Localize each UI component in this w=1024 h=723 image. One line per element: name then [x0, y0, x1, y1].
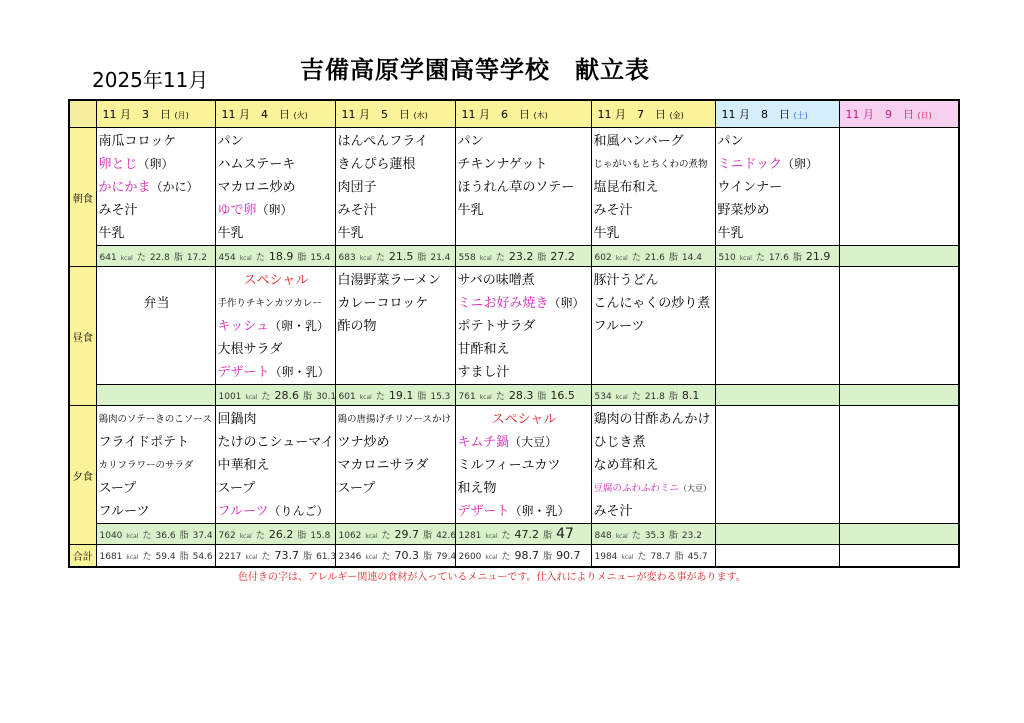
dinner-row: [69, 406, 959, 524]
kcal-value: 641: [99, 252, 117, 263]
fat-unit: 脂: [668, 530, 678, 541]
menu-item: じゃがいもとちくわの煮物: [593, 159, 708, 170]
menu-item: みそ汁: [593, 504, 633, 519]
kcal-value: 454: [218, 252, 236, 263]
fat-value: 17.2: [186, 252, 207, 263]
day-label: 11 月 9 日: [845, 108, 914, 121]
fat-value: 23.2: [681, 530, 702, 541]
menu-item: はんぺんフライ: [337, 134, 428, 149]
fat-unit: 脂: [423, 552, 433, 562]
menu-item: 鶏の唐揚げチリソースかけ: [337, 414, 452, 425]
special-label: スペシャル: [491, 412, 557, 427]
fat-unit: 脂: [417, 391, 427, 402]
fat-unit: 脂: [668, 391, 678, 402]
menu-item: 肉団子: [337, 180, 377, 195]
allergen-tag: （卵）: [137, 157, 174, 171]
kcal-value: 510: [718, 252, 736, 263]
kcal-value: 2217: [218, 552, 242, 562]
menu-item: パン: [717, 134, 744, 149]
nutrition-cell: [591, 385, 715, 406]
nutrition-cell-empty: [715, 385, 839, 406]
total-cell-empty: [715, 545, 839, 568]
fat-unit: 脂: [179, 530, 189, 541]
nutrition-cell: [715, 246, 839, 267]
protein-unit: た: [255, 530, 265, 541]
fat-value: 27.2: [550, 249, 575, 263]
menu-item: みそ汁: [337, 203, 377, 218]
day-header-saturday: [715, 100, 839, 128]
protein-value: 23.2: [508, 249, 534, 263]
kcal-unit: kcal: [615, 254, 628, 262]
fat-unit: 脂: [297, 252, 307, 263]
nutrition-cell: [455, 385, 591, 406]
menu-cell: [591, 267, 715, 385]
fat-unit: 脂: [792, 252, 802, 263]
menu-item: たけのこシューマイ: [217, 435, 334, 450]
total-cell: [335, 545, 455, 568]
menu-item: ウインナー: [717, 180, 783, 195]
menu-item: フルーツ: [98, 504, 150, 519]
kcal-value: 848: [594, 530, 612, 541]
allergen-tag: （卵）: [548, 296, 585, 310]
kcal-value: 1062: [338, 530, 362, 541]
weekday-label: (土): [793, 111, 808, 120]
fat-value: 45.7: [687, 552, 708, 562]
menu-item: スープ: [98, 481, 137, 496]
fat-value: 21.4: [430, 252, 451, 263]
special-label: スペシャル: [243, 273, 309, 288]
kcal-unit: kcal: [120, 254, 133, 262]
kcal-unit: kcal: [479, 254, 492, 262]
menu-cell: [215, 128, 335, 246]
menu-cell: [335, 406, 455, 524]
day-label: 11 月 5 日: [341, 108, 410, 121]
menu-item: 牛乳: [217, 226, 244, 241]
day-label: 11 月 6 日: [461, 108, 530, 121]
menu-item: [718, 153, 839, 176]
protein-unit: た: [136, 252, 146, 263]
kcal-unit: kcal: [359, 254, 372, 262]
nutrition-cell: [335, 385, 455, 406]
nutrition-cell: [96, 524, 215, 545]
menu-item: [458, 500, 591, 523]
menu-cell-empty: [839, 267, 959, 385]
kcal-value: 1281: [458, 531, 482, 541]
protein-unit: た: [261, 552, 271, 562]
protein-value: 19.1: [388, 388, 414, 402]
weekday-label: (月): [174, 111, 189, 120]
protein-unit: た: [381, 530, 391, 541]
protein-value: 29.7: [394, 527, 420, 541]
nutrition-cell-empty: [96, 385, 215, 406]
day-header: [215, 100, 335, 128]
protein-value: 28.3: [508, 388, 534, 402]
menu-item: [99, 153, 215, 176]
menu-cell: [455, 128, 591, 246]
protein-value: 17.6: [768, 252, 789, 263]
menu-item: きんぴら蓮根: [337, 157, 416, 172]
allergen-item: ミニドック: [717, 157, 782, 172]
menu-item: ハムステーキ: [217, 157, 296, 172]
kcal-unit: kcal: [126, 532, 139, 540]
kcal-unit: kcal: [126, 554, 139, 561]
menu-item: [458, 292, 591, 315]
allergen-tag: （卵・乳）: [269, 365, 330, 379]
nutrition-cell-empty: [839, 246, 959, 267]
nutrition-cell-empty: [839, 524, 959, 545]
protein-unit: た: [142, 530, 152, 541]
nutrition-cell-empty: [715, 524, 839, 545]
fat-unit: 脂: [179, 552, 189, 562]
day-label: 11 月 4 日: [221, 108, 290, 121]
menu-item: フルーツ: [593, 319, 645, 334]
fat-unit: 脂: [537, 391, 547, 402]
weekday-label: (日): [917, 111, 932, 120]
allergen-item: デザート: [217, 365, 270, 380]
allergen-item: ミニお好み焼き: [457, 296, 549, 311]
day-header: [591, 100, 715, 128]
menu-item: [99, 176, 215, 199]
kcal-value: 1040: [99, 530, 123, 541]
kcal-value: 1001: [218, 391, 242, 402]
menu-item: 牛乳: [457, 203, 484, 218]
breakfast-nutrition-row: [69, 246, 959, 267]
protein-value: 36.6: [155, 530, 176, 541]
fat-value: 37.4: [192, 530, 213, 541]
menu-cell: [715, 128, 839, 246]
allergen-item: ゆで卵: [217, 203, 257, 218]
kcal-value: 558: [458, 252, 476, 263]
kcal-value: 601: [338, 391, 356, 402]
total-cell-empty: [839, 545, 959, 568]
kcal-unit: kcal: [239, 532, 252, 540]
menu-item: スープ: [217, 481, 256, 496]
menu-item: こんにゃくの炒り煮: [593, 296, 711, 311]
fat-value: 15.3: [430, 391, 451, 402]
protein-unit: た: [255, 252, 265, 263]
allergen-item: 卵とじ: [98, 157, 138, 172]
corner-cell: [69, 100, 96, 128]
menu-item: ツナ炒め: [337, 435, 390, 450]
allergen-tag: （卵・乳）: [268, 319, 329, 333]
protein-value: 18.9: [268, 249, 294, 263]
weekday-label: (木): [533, 111, 548, 120]
allergen-note: 色付きの字は、アレルギー関連の食材が入っているメニューです。仕入れによりメニューが変わる事があります。: [238, 572, 746, 583]
protein-value: 21.8: [644, 391, 665, 402]
menu-item: 白湯野菜ラーメン: [337, 273, 441, 288]
kcal-value: 2346: [338, 552, 362, 562]
fat-unit: 脂: [543, 531, 553, 541]
kcal-value: 602: [594, 252, 612, 263]
kcal-value: 761: [458, 391, 476, 402]
protein-value: 35.3: [644, 530, 665, 541]
menu-cell-empty: [715, 406, 839, 524]
protein-unit: た: [637, 552, 647, 562]
dinner-nutrition-row: [69, 524, 959, 545]
meal-label-dinner: 夕食: [69, 406, 96, 545]
kcal-unit: kcal: [245, 393, 258, 401]
protein-unit: た: [501, 531, 511, 541]
allergen-item: キッシュ: [217, 319, 269, 334]
fat-value: 79.4: [436, 552, 457, 562]
nutrition-cell: [591, 246, 715, 267]
meal-label-lunch: 昼食: [69, 267, 96, 406]
meal-label-breakfast: 朝食: [69, 128, 96, 267]
menu-item: マカロニサラダ: [337, 458, 429, 473]
total-cell: [215, 545, 335, 568]
protein-value: 21.5: [388, 249, 414, 263]
allergen-tag: （卵）: [781, 157, 818, 171]
day-header-row: [69, 100, 959, 128]
fat-unit: 脂: [543, 552, 553, 562]
fat-value: 15.8: [310, 530, 331, 541]
protein-unit: た: [261, 391, 271, 402]
menu-table: [68, 99, 960, 568]
menu-cell: [96, 406, 215, 524]
protein-value: 98.7: [514, 549, 540, 562]
fat-value: 30.1: [316, 391, 337, 402]
total-cell: [455, 545, 591, 568]
allergen-tag: （大豆）: [679, 484, 712, 493]
kcal-unit: kcal: [479, 393, 492, 401]
protein-value: 70.3: [394, 549, 420, 562]
protein-value: 78.7: [650, 552, 671, 562]
protein-unit: た: [631, 391, 641, 402]
menu-item: フライドポテト: [98, 435, 190, 450]
menu-item: [594, 477, 715, 500]
menu-item: 和え物: [457, 481, 497, 496]
day-label: 11 月 8 日: [721, 108, 790, 121]
protein-unit: た: [755, 252, 765, 263]
protein-value: 21.6: [644, 252, 665, 263]
menu-cell-empty: [839, 406, 959, 524]
fat-value: 8.1: [681, 388, 700, 402]
menu-item: マカロニ炒め: [217, 180, 296, 195]
menu-item: ひじき煮: [593, 435, 646, 450]
protein-unit: た: [631, 252, 641, 263]
weekday-label: (金): [669, 111, 684, 120]
allergen-item: キムチ鍋: [457, 435, 510, 450]
menu-item: すまし汁: [457, 365, 510, 380]
kcal-unit: kcal: [365, 554, 378, 561]
kcal-unit: kcal: [365, 532, 378, 540]
kcal-value: 1984: [594, 552, 618, 562]
menu-item: 牛乳: [593, 226, 620, 241]
menu-item: ポテトサラダ: [457, 319, 536, 334]
fat-unit: 脂: [303, 391, 313, 402]
fat-unit: 脂: [297, 530, 307, 541]
fat-value: 21.9: [805, 249, 831, 263]
total-cell: [96, 545, 215, 568]
menu-cell: [455, 406, 591, 524]
menu-cell: [455, 267, 591, 385]
menu-item: 和風ハンバーグ: [593, 134, 684, 149]
menu-item: 大根サラダ: [217, 342, 283, 357]
menu-item: なめ茸和え: [593, 458, 659, 473]
day-label: 11 月 7 日: [597, 108, 666, 121]
protein-value: 22.8: [149, 252, 170, 263]
fat-unit: 脂: [537, 252, 547, 263]
menu-item: ほうれん草のソテー: [457, 180, 575, 195]
menu-item: ミルフィーユカツ: [457, 458, 561, 473]
day-header: [455, 100, 591, 128]
nutrition-cell: [215, 385, 335, 406]
fat-value: 15.4: [310, 252, 331, 263]
menu-cell-empty: [715, 267, 839, 385]
kcal-unit: kcal: [239, 254, 252, 262]
fat-unit: 脂: [173, 252, 183, 263]
nutrition-cell: [335, 524, 455, 545]
menu-cell: [96, 267, 215, 385]
kcal-unit: kcal: [359, 393, 372, 401]
lunch-row: [69, 267, 959, 385]
breakfast-row: [69, 128, 959, 246]
fat-value: 42.6: [436, 530, 457, 541]
fat-unit: 脂: [303, 552, 313, 562]
day-header: [96, 100, 215, 128]
kcal-value: 534: [594, 391, 612, 402]
allergen-item: デザート: [457, 504, 510, 519]
protein-unit: た: [631, 530, 641, 541]
menu-item: [218, 315, 335, 338]
menu-item: カリフラワーのサラダ: [98, 460, 194, 471]
menu-item: 牛乳: [337, 226, 364, 241]
protein-unit: た: [142, 552, 152, 562]
menu-item: 鶏肉の甘酢あんかけ: [593, 412, 711, 427]
weekday-label: (水): [413, 111, 428, 120]
meal-label-total: 合計: [69, 545, 96, 568]
menu-item: 手作りチキンカツカレー: [217, 298, 322, 309]
protein-unit: た: [495, 252, 505, 263]
fat-unit: 脂: [674, 552, 684, 562]
menu-item: 甘酢和え: [457, 342, 510, 357]
menu-item: チキンナゲット: [457, 157, 548, 172]
menu-item: 野菜炒め: [717, 203, 770, 218]
nutrition-cell: [96, 246, 215, 267]
fat-value: 90.7: [556, 549, 581, 562]
allergen-tag: （りんご）: [268, 504, 329, 518]
menu-item: 南瓜コロッケ: [98, 134, 177, 149]
menu-item: [458, 431, 591, 454]
menu-item: カレーコロッケ: [337, 296, 429, 311]
protein-unit: た: [375, 252, 385, 263]
kcal-unit: kcal: [245, 554, 258, 561]
nutrition-cell: [335, 246, 455, 267]
menu-cell: [335, 267, 455, 385]
menu-cell: [96, 128, 215, 246]
nutrition-cell: [215, 246, 335, 267]
weekday-label: (火): [293, 111, 308, 120]
page-title: 吉備高原学園高等学校 献立表: [300, 56, 650, 84]
menu-item: [218, 199, 335, 222]
fat-value: 16.5: [550, 388, 575, 402]
menu-item: 塩昆布和え: [593, 180, 659, 195]
nutrition-cell-empty: [839, 385, 959, 406]
fat-unit: 脂: [668, 252, 678, 263]
kcal-unit: kcal: [739, 254, 752, 262]
allergen-item: フルーツ: [217, 504, 269, 519]
menu-cell: [591, 128, 715, 246]
lunch-nutrition-row: [69, 385, 959, 406]
menu-item: 鶏肉のソテーきのこソース: [98, 414, 212, 425]
nutrition-cell: [455, 246, 591, 267]
menu-item: パン: [217, 134, 244, 149]
menu-item: 弁当: [143, 296, 170, 311]
menu-cell: [335, 128, 455, 246]
menu-item: 牛乳: [717, 226, 744, 241]
protein-value: 59.4: [155, 552, 176, 562]
menu-item: [218, 500, 335, 523]
menu-item: 豚汁うどん: [593, 273, 659, 288]
protein-value: 47.2: [514, 528, 540, 541]
fat-value: 61.3: [316, 552, 337, 562]
menu-cell-empty: [839, 128, 959, 246]
day-header: [335, 100, 455, 128]
menu-item: パン: [457, 134, 484, 149]
allergen-item: かにかま: [98, 180, 151, 195]
kcal-value: 2600: [458, 552, 482, 562]
menu-item: 中華和え: [217, 458, 270, 473]
kcal-unit: kcal: [615, 532, 628, 540]
protein-unit: た: [381, 552, 391, 562]
protein-value: 26.2: [268, 527, 294, 541]
kcal-unit: kcal: [485, 554, 498, 561]
protein-unit: た: [495, 391, 505, 402]
fat-value: 54.6: [192, 552, 213, 562]
kcal-unit: kcal: [615, 393, 628, 401]
kcal-value: 762: [218, 530, 236, 541]
fat-unit: 脂: [423, 530, 433, 541]
month-label: 2025年11月: [92, 68, 209, 92]
menu-item: みそ汁: [98, 203, 138, 218]
menu-cell: [215, 267, 335, 385]
kcal-unit: kcal: [621, 554, 634, 561]
nutrition-cell: [455, 524, 591, 545]
fat-unit: 脂: [417, 252, 427, 263]
day-header-sunday: [839, 100, 959, 128]
menu-item: 牛乳: [98, 226, 125, 241]
fat-value: 14.4: [681, 252, 702, 263]
menu-item: 酢の物: [337, 319, 377, 334]
fat-value: 47: [556, 526, 574, 542]
allergen-tag: （かに）: [150, 180, 199, 194]
protein-value: 28.6: [274, 388, 300, 402]
allergen-tag: （大豆）: [509, 435, 558, 449]
allergen-tag: （卵・乳）: [509, 504, 570, 518]
total-row: [69, 545, 959, 568]
menu-item: スープ: [337, 481, 376, 496]
menu-cell: [215, 406, 335, 524]
protein-value: 73.7: [274, 549, 300, 562]
nutrition-cell: [591, 524, 715, 545]
total-cell: [591, 545, 715, 568]
allergen-tag: （卵）: [256, 203, 293, 217]
protein-unit: た: [501, 552, 511, 562]
kcal-value: 1681: [99, 552, 123, 562]
allergen-item: 豆腐のふわふわミニ: [593, 483, 680, 494]
kcal-value: 683: [338, 252, 356, 263]
menu-item: みそ汁: [593, 203, 633, 218]
menu-item: [218, 361, 335, 384]
day-label: 11 月 3 日: [102, 108, 171, 121]
protein-unit: た: [375, 391, 385, 402]
kcal-unit: kcal: [485, 533, 498, 540]
menu-cell: [591, 406, 715, 524]
nutrition-cell: [215, 524, 335, 545]
menu-item: 回鍋肉: [217, 412, 257, 427]
menu-item: サバの味噌煮: [457, 273, 535, 288]
